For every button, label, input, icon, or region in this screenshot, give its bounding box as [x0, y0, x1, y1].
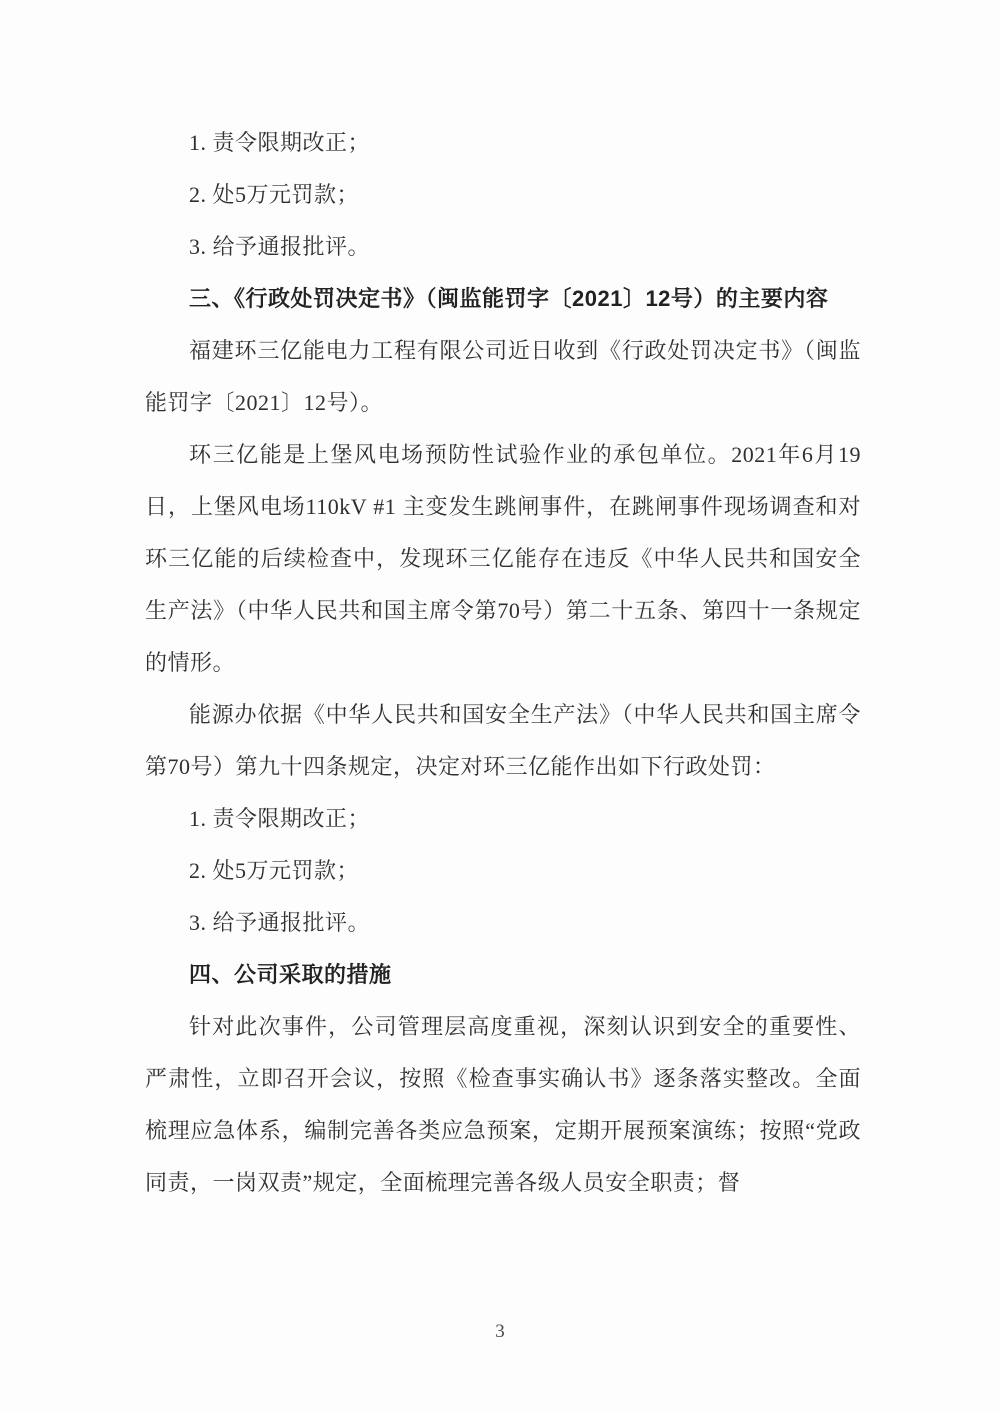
- penalty-item-repeat-3: 3. 给予通报批评。: [189, 910, 371, 935]
- penalty-item-1: 1. 责令限期改正；: [189, 130, 371, 155]
- section-heading-four: 四、公司采取的措施: [189, 962, 392, 987]
- penalty-item-repeat-1: 1. 责令限期改正；: [189, 806, 371, 831]
- paragraph-incident-description: 环三亿能是上堡风电场预防性试验作业的承包单位。2021年6月19日，上堡风电场110kV #1 主变发生跳闸事件，在跳闸事件现场调查和对环三亿能的后续检查中，发现环三亿能存在违反《中华人民共和国安全生产法》（中华人民共和国主席令第70号）第二十五条、第四十一条规定的情形。: [145, 442, 861, 675]
- paragraph-penalty-decision: 能源办依据《中华人民共和国安全生产法》（中华人民共和国主席令第70号）第九十四条规定，决定对环三亿能作出如下行政处罚：: [145, 702, 861, 779]
- penalty-item-2: 2. 处5万元罚款；: [189, 182, 360, 207]
- page-number: 3: [495, 1321, 505, 1342]
- penalty-item-repeat-2: 2. 处5万元罚款；: [189, 858, 360, 883]
- penalty-item-3: 3. 给予通报批评。: [189, 234, 371, 259]
- document-body: [145, 117, 861, 1209]
- section-heading-three: 三、《行政处罚决定书》（闽监能罚字〔2021〕12号）的主要内容: [189, 286, 829, 311]
- paragraph-company-measures: 针对此次事件，公司管理层高度重视，深刻认识到安全的重要性、严肃性，立即召开会议，按照《检查事实确认书》逐条落实整改。全面梳理应急体系，编制完善各类应急预案，定期开展预案演练；按照“党政同责，一岗双责”规定，全面梳理完善各级人员安全职责；督: [145, 1014, 861, 1195]
- paragraph-received-decision: 福建环三亿能电力工程有限公司近日收到《行政处罚决定书》（闽监能罚字〔2021〕12号）。: [145, 338, 861, 415]
